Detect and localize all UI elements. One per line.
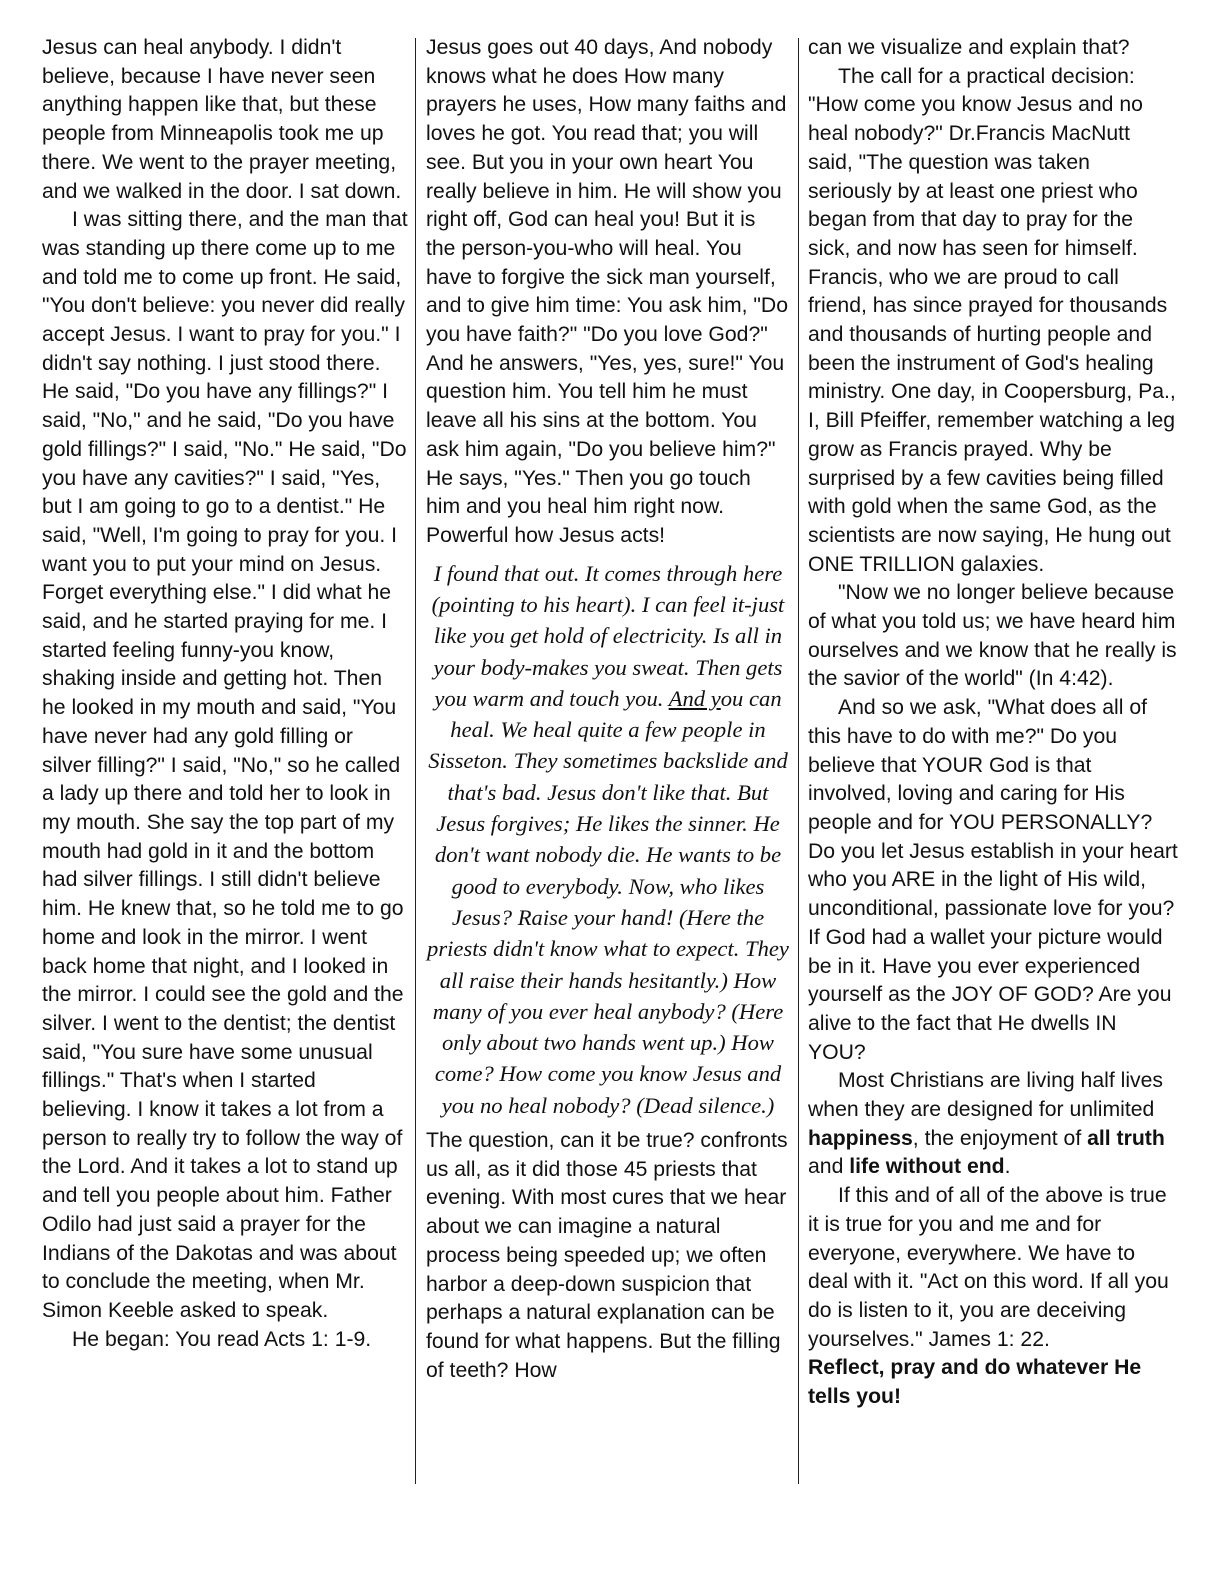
column-2 bbox=[426, 34, 790, 1385]
paragraph: If this and of all of the above is true it is true for you and me and for everyone, everywhere. We have to deal with it. "Act on this word. If all you do is listen to it, you are deceiving yourselves." James 1: 22. bbox=[808, 1184, 1169, 1351]
column-divider bbox=[798, 38, 799, 1484]
bold-text: all truth bbox=[1087, 1126, 1165, 1150]
paragraph: The call for a practical decision: "How come you know Jesus and no heal nobody?" Dr.Francis MacNutt said, "The question was taken seriously by at least one priest who began from that day to pray for the sick, and now has seen for himself. Francis, who we are proud to call friend, has since prayed for thousands and thousands of hurting people and been the instrument of God's healing ministry. One day, in Coopersburg, Pa., I, Bill Pfeiffer, remember watching a leg grow as Francis prayed. Why be surprised by a few cavities being filled with gold when the same God, as the scientists are now saying, He hung out ONE TRILLION galaxies. bbox=[808, 64, 1176, 576]
text: . bbox=[1004, 1155, 1011, 1179]
quote-text: I found that out. It comes through here (pointing to his heart). I can feel it-just like you get hold of electricity. Is all in your body-makes you sweat. Then gets you warm and touch you. bbox=[431, 560, 785, 711]
paragraph: He began: You read Acts 1: 1-9. bbox=[72, 1327, 372, 1351]
underlined-text: And y bbox=[668, 685, 721, 711]
quote-text: ou can heal. We heal quite a few people in Sisseton. They sometimes backslide and that's bad. Jesus don't like that. But Jesus forgives; He likes the sinner. He don't want nobody die. He wants to be good to everybody. Now, who likes Jesus? Raise your hand! (Here the priests didn't know what to expect. They all raise their hands hesitantly.) How many of you ever heal anybody? (Here only about two hands went up.) How come? How come you know Jesus and you no heal nobody? (Dead silence.) bbox=[427, 685, 789, 1118]
text: Most Christians are living half lives when they are designed for unlimited bbox=[808, 1069, 1163, 1122]
paragraph: I was sitting there, and the man that was standing up there come up to me and told me to come up front. He said, "You don't believe: you never did really accept Jesus. I want to pray for you." I didn't say nothing. I just stood there. He said, "Do you have any fillings?" I said, "No," and he said, "Do you have gold fillings?" I said, "No." He said, "Do you have any cavities?" I said, "Yes, but I am going to go to a dentist." He said, "Well, I'm going to pray for you. I want you to put your mind on Jesus. Forget everything else." I did what he said, and he started praying for me. I started feeling funny-you know, shaking inside and getting hot. Then he looked in my mouth and said, "You have never had any gold filling or silver filling?" I said, "No," so he called a lady up there and told her to look in my mouth. She say the top part of my mouth had gold in it and the bottom had silver fillings. I still didn't believe him. He knew that, so he told me to go home and look in the mirror. I went back home that night, and I looked in the mirror. I could see the gold and the silver. I went to the dentist; the dentist said, "You sure have some unusual fillings." That's when I started believing. I know it takes a lot from a person to really try to follow the way of the Lord. And it takes a lot to stand up and tell you people about him. Father Odilo had just said a prayer for the Indians of the Dakotas and was about to conclude the meeting, when Mr. Simon Keeble asked to speak. bbox=[42, 208, 408, 1322]
paragraph: Jesus can heal anybody. I didn't believe, because I have never seen anything happen like that, but these people from Minneapolis took me up there. We went to the prayer meeting, and we walked in the door. I sat down. bbox=[42, 36, 402, 203]
paragraph bbox=[808, 1067, 1178, 1182]
column-divider bbox=[415, 38, 416, 1484]
block-quote bbox=[426, 558, 790, 1121]
bold-text: happiness bbox=[808, 1126, 913, 1150]
column-3 bbox=[808, 34, 1178, 1412]
closing-exhortation bbox=[808, 1354, 1178, 1411]
column-1 bbox=[42, 34, 408, 1354]
text: , the enjoyment of bbox=[912, 1126, 1088, 1150]
bold-text: life without end bbox=[849, 1155, 1005, 1179]
paragraph: can we visualize and explain that? bbox=[808, 36, 1130, 59]
text: and bbox=[808, 1155, 850, 1179]
paragraph: The question, can it be true? confronts us all, as it did those 45 priests that evening. With most cures that we hear about we can imagine a natural process being speeded up; we often harbor a deep-down suspicion that perhaps a natural explanation can be found for what happens. But the filling of teeth? How bbox=[426, 1129, 788, 1382]
paragraph: Jesus goes out 40 days, And nobody knows what he does How many prayers he uses, How many faiths and loves he got. You read that; you will see. But you in your own heart You really believe in him. He will show you right off, God can heal you! But it is the person-you-who will heal. You have to forgive the sick man yourself, and to give him time: You ask him, "Do you have faith?" "Do you love God?" And he answers, "Yes, yes, sure!" You question him. You tell him he must leave all his sins at the bottom. You ask him again, "Do you believe him?" He says, "Yes." Then you go touch him and you heal him right now. Powerful how Jesus acts! bbox=[426, 36, 789, 547]
paragraph: "Now we no longer believe because of what you told us; we have heard him ourselves and we know that he really is the savior of the world" (In 4:42). bbox=[808, 581, 1177, 691]
bold-text: Reflect, pray and do whatever He tells you! bbox=[808, 1356, 1142, 1409]
paragraph: And so we ask, "What does all of this have to do with me?" Do you believe that YOUR God is that involved, loving and caring for His people and for YOU PERSONALLY? Do you let Jesus establish in your heart who you ARE in the light of His wild, unconditional, passionate love for you? If God had a wallet your picture would be in it. Have you ever experienced yourself as the JOY OF GOD? Are you alive to the fact that He dwells IN YOU? bbox=[808, 696, 1178, 1064]
